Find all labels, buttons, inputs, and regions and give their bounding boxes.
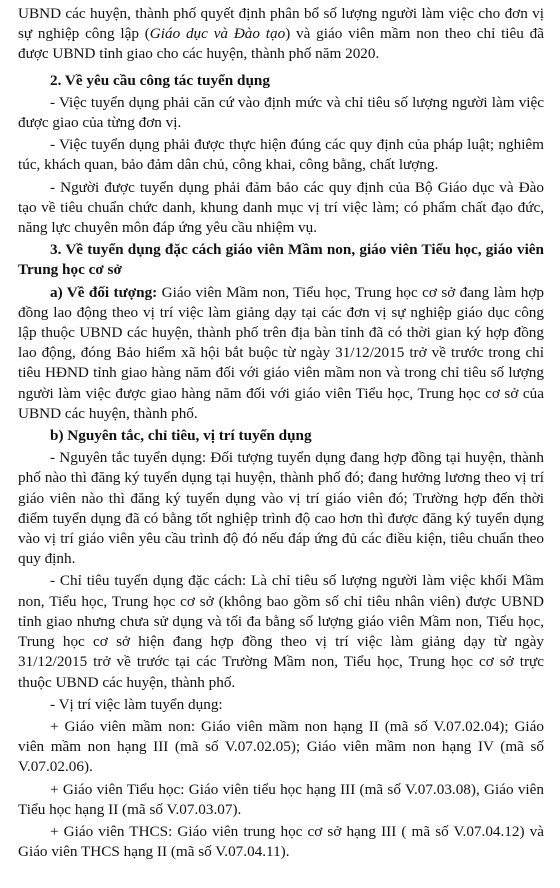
- position-item: + Giáo viên THCS: Giáo viên trung học cơ sở hạng III ( mã số V.07.04.12) và Giáo viên THCS hạng II (mã số V.07.04.11).: [18, 822, 544, 861]
- section-3b-item: - Vị trí việc làm tuyển dụng:: [50, 695, 223, 713]
- section-3a-paragraph: [18, 283, 544, 424]
- section-2-heading: 2. Về yêu cầu công tác tuyển dụng: [50, 71, 270, 89]
- section-2-item: - Việc tuyển dụng phải được thực hiện đúng các quy định của pháp luật; nghiêm túc, khách quan, bảo đảm dân chủ, công khai, công bằng, chất lượng.: [18, 136, 544, 174]
- section-3b-heading: b) Nguyên tắc, chỉ tiêu, vị trí tuyển dụng: [50, 427, 312, 445]
- section-3a-label: a) Về đối tượng:: [50, 283, 158, 301]
- section-3a-text: Giáo viên Mầm non, Tiểu học, Trung học cơ sở đang làm hợp đồng lao động theo vị trí việc làm giảng dạy tại các đơn vị sự nghiệp giáo dục công lập thuộc UBND các huyện, thành phố trên địa bàn tỉnh đã có thời gian ký hợp đồng lao động, đóng Bảo hiểm xã hội bắt buộc từ ngày 31/12/2015 trở về trước trong chỉ tiêu HĐND tỉnh giao hàng năm đối với giáo viên mầm non và trong chỉ tiêu số lượng người làm việc được giao hàng năm đối với giáo viên Tiểu học, Trung học cơ sở của UBND các huyện, thành phố.: [18, 283, 544, 422]
- section-3-heading: 3. Về tuyển dụng đặc cách giáo viên Mầm non, giáo viên Tiểu học, giáo viên Trung học cơ sở: [18, 241, 544, 279]
- position-item: + Giáo viên mầm non: Giáo viên mầm non hạng II (mã số V.07.02.04); Giáo viên mầm non hạng III (mã số V.07.02.05); Giáo viên mầm non hạng IV (mã số V.07.02.06).: [18, 717, 544, 776]
- section-2-item: - Việc tuyển dụng phải căn cứ vào định mức và chỉ tiêu số lượng người làm việc được giao của từng đơn vị.: [18, 93, 544, 132]
- intro-text-1: UBND các huyện, thành phố quyết định phân bổ số lượng người làm việc cho đơn vị sự nghiệp công lập (: [18, 5, 544, 43]
- section-3b-item: - Chỉ tiêu tuyển dụng đặc cách: Là chỉ tiêu số lượng người làm việc khối Mầm non, Tiểu học, Trung học cơ sở (không bao gồm số chỉ tiêu nhân viên) được UBND tỉnh giao nhưng chưa sử dụng và tối đa bằng số lượng giáo viên Mầm non, Tiểu học, Trung học cơ sở hiện đang hợp đồng theo vị trí việc làm giảng dạy từ ngày 31/12/2015 trở về trước tại các Trường Mầm non, Tiểu học, Trung học cơ sở trực thuộc UBND các huyện, thành phố.: [18, 572, 544, 691]
- intro-italic: Giáo dục và Đào tạo: [149, 25, 286, 43]
- position-item: + Giáo viên Tiểu học: Giáo viên tiểu học hạng III (mã số V.07.03.08), Giáo viên Tiểu học hạng II (mã số V.07.03.07).: [18, 780, 544, 818]
- section-3b-item: - Nguyên tắc tuyển dụng: Đối tượng tuyển dụng đang hợp đồng tại huyện, thành phố nào thì đăng ký tuyển dụng tại huyện, thành phố đó; đang hưởng lương theo vị trí giáo viên nào thì đăng ký tuyển dụng vào vị trí giáo viên đó; Trường hợp đến thời điểm tuyển dụng đã có bằng tốt nghiệp trình độ cao hơn thì được đăng ký tuyển dụng vào vị trí giáo viên yêu cầu trình độ đó nếu đáp ứng đủ các điều kiện, tiêu chuẩn theo quy định.: [18, 449, 544, 568]
- intro-paragraph: [18, 4, 544, 65]
- section-2-item: - Người được tuyển dụng phải đảm bảo các quy định của Bộ Giáo dục và Đào tạo về tiêu chuẩn chức danh, khung danh mục vị trí việc làm; có phẩm chất đạo đức, năng lực chuyên môn đáp ứng yêu cầu nhiệm vụ.: [18, 178, 544, 237]
- intro-text-2: ) và giáo viên mầm non theo chỉ tiêu đã được UBND tỉnh giao cho các huyện, thành phố năm 2020.: [18, 25, 544, 63]
